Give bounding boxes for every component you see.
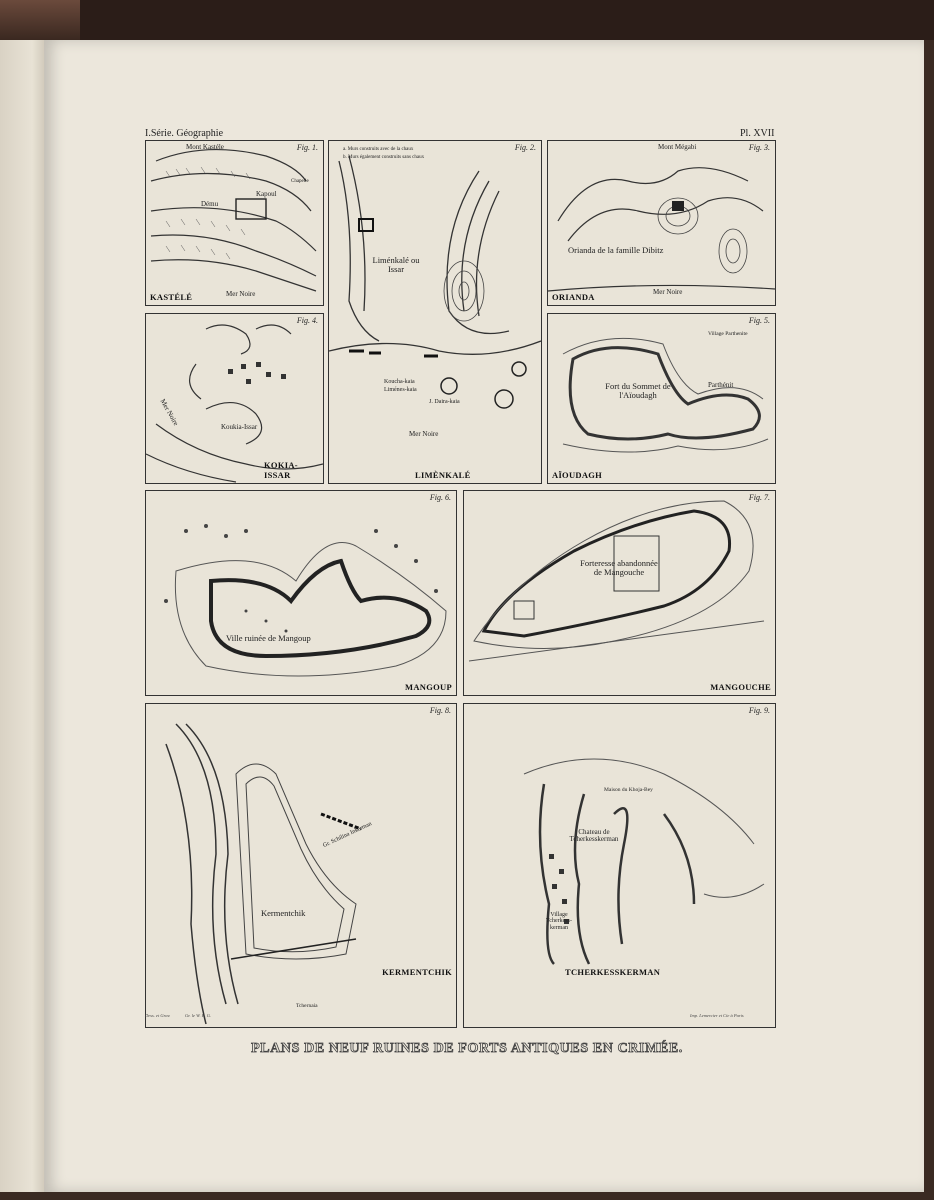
map-mangouche [464,491,775,695]
map-label: Mer Noire [158,397,181,428]
plan-name: AÏOUDAGH [552,470,603,480]
map-label: Forteresse abandonnée de Mangouche [580,558,658,577]
map-label: Fort du Sommet de l'Aïoudagh [605,381,671,400]
map-label: Tchernaia [296,1003,318,1009]
map-label: Kapoul [256,190,277,198]
map-label: Koucha-kaia [384,379,415,385]
map-label: Kermentchik [261,908,306,918]
map-label: Parthénit [708,381,734,389]
engraver-credit: Dess. et Grav. [145,1013,171,1018]
fig-number: Fig. 5. [748,316,770,325]
fig-number: Fig. 4. [296,316,318,325]
map-kokia-issar [146,314,323,483]
map-label: Mer Noire [409,430,439,438]
map-label: Mer Noire [653,288,683,296]
plan-name: MANGOUCHE [710,682,771,692]
fig-number: Fig. 8. [429,706,451,715]
map-label: Gr. Schilina Inkerman [322,821,373,849]
binding-fold [0,0,80,40]
map-label: Mont Kastéle [186,143,224,151]
map-label: Village Tcherkess-kerman [546,912,572,931]
panel-orianda [547,140,776,306]
map-label: Chateau de Tcherkesskerman [569,828,619,844]
map-tcherkesskerman [464,704,775,1027]
panel-mangouche [463,490,776,696]
left-page-edge [0,40,46,1192]
map-label: J. Daira-kaia [429,399,460,405]
map-orianda [548,141,775,305]
engraver-credit-2: Gr. le W. E. G. [185,1013,212,1018]
plan-name: TCHERKESSKERMAN [565,967,661,977]
plate-number: Pl. XVII [740,128,775,139]
map-label: Mer Noire [226,290,256,298]
fig-number: Fig. 2. [514,143,536,152]
map-kermentchik [146,704,456,1027]
panel-kastele [145,140,324,306]
map-label: Koukia-Issar [221,423,258,431]
map-label: Chapelle [291,179,309,184]
map-kastele [146,141,323,305]
map-label: Village Parthenite [708,331,748,337]
map-label: Liménes-kaia [384,387,417,393]
panel-mangoup [145,490,457,696]
map-label: Dému [201,200,219,208]
plan-name: MANGOUP [405,682,452,692]
plan-name: ORIANDA [552,292,595,302]
plan-name: KOKIA-ISSAR [264,460,298,480]
map-mangoup [146,491,456,695]
plan-name: LIMÈNKALÉ [415,470,471,480]
legend-entry: b. Murs également construits sans chaux [343,155,425,160]
series-heading: I.Série. Géographie [145,128,224,139]
fig-number: Fig. 7. [748,493,770,502]
panel-kokia-issar [145,313,324,484]
fig-number: Fig. 1. [296,143,318,152]
plan-name: KASTÉLÉ [150,292,193,302]
book-spine [0,0,934,40]
printer-credit: Imp. Lemercier et Cie à Paris [690,1013,744,1018]
map-label: Ville ruinée de Mangoup [226,633,311,643]
panel-aioudagh [547,313,776,484]
map-label: Maison du Khoja-Bey [604,787,653,793]
map-label: Mont Mégabi [658,143,697,151]
legend-entry: a. Murs construits avec de la chaux [343,147,414,152]
plate-title: PLANS DE NEUF RUINES DE FORTS ANTIQUES EN CRIMÉE. [251,1041,683,1056]
fig-number: Fig. 9. [748,706,770,715]
panel-limenkale [328,140,542,484]
map-label: Liménkalé ou Issar [372,255,420,274]
fig-number: Fig. 3. [748,143,770,152]
panel-kermentchik [145,703,457,1028]
plan-name: KERMENTCHIK [382,967,452,977]
fig-number: Fig. 6. [429,493,451,502]
panel-tcherkesskerman [463,703,776,1028]
map-label: Orianda de la famille Dibitz [568,245,664,255]
